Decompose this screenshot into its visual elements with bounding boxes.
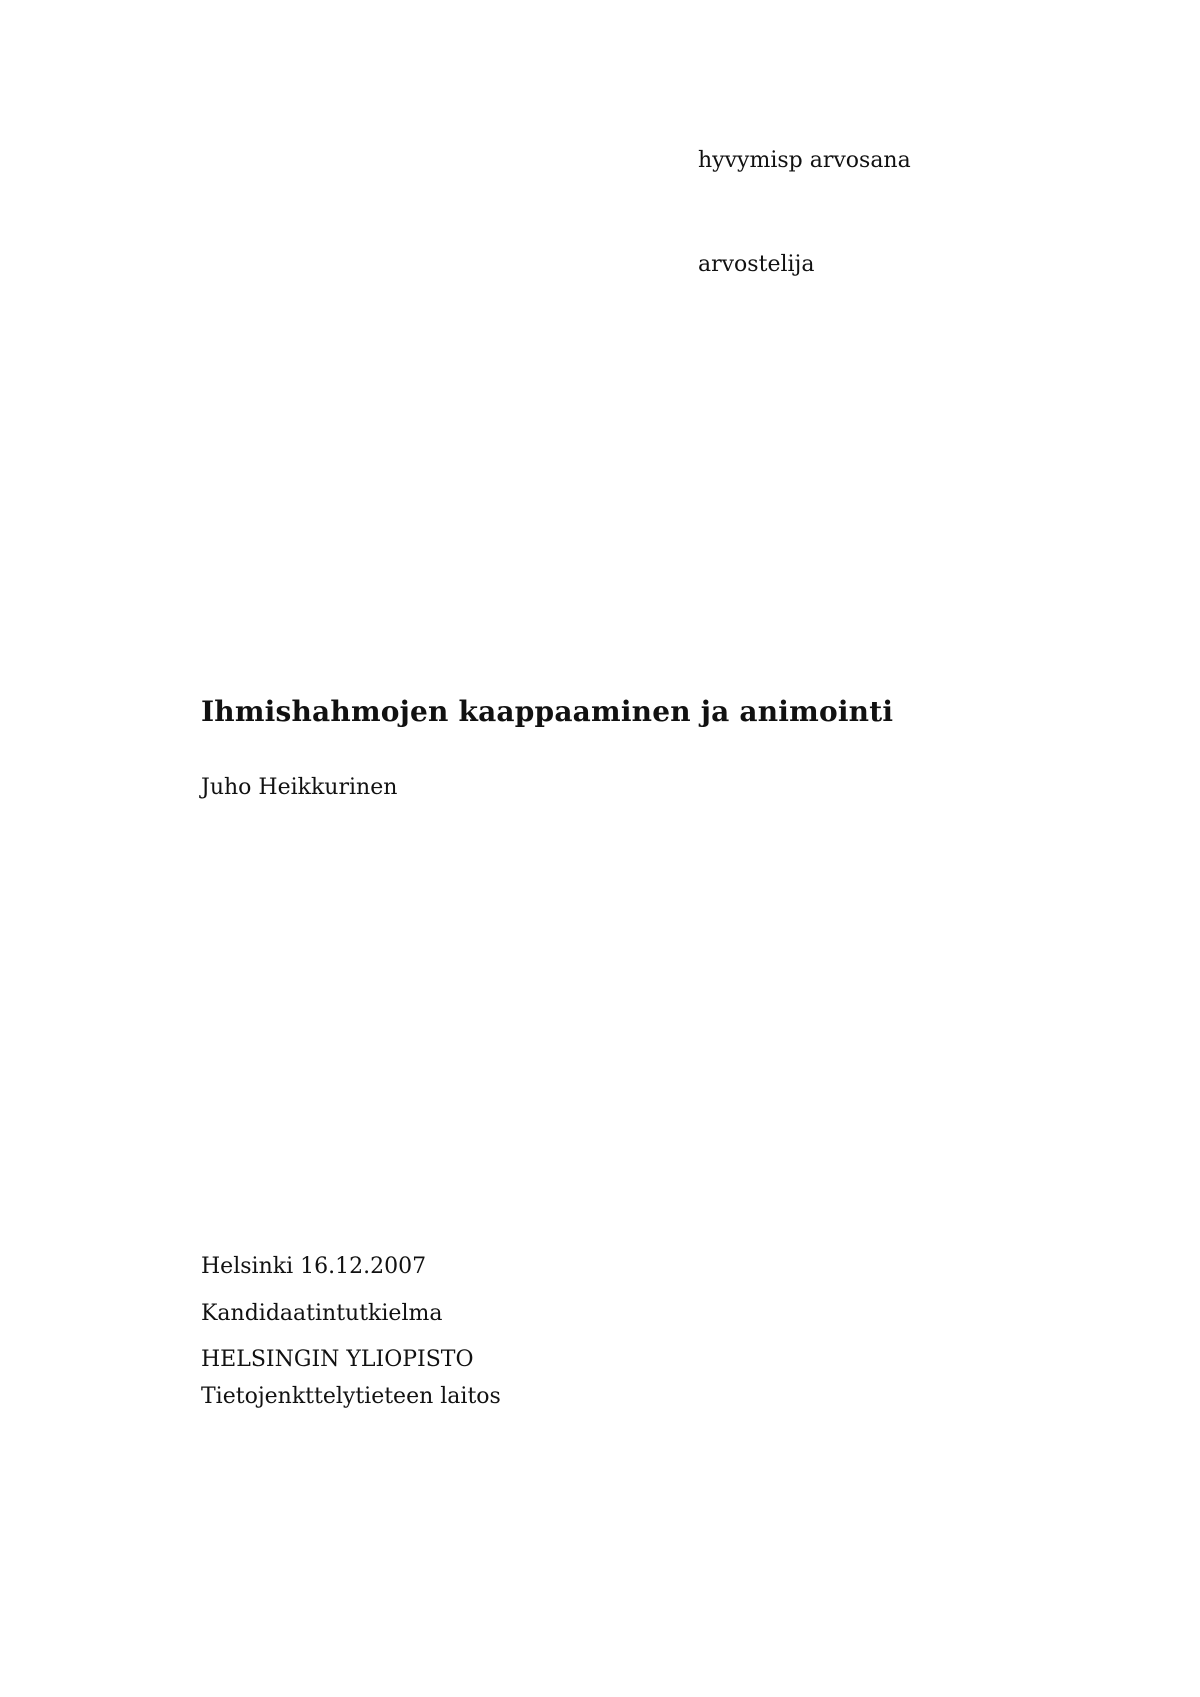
reviewer-label: arvostelija <box>698 252 815 277</box>
grade-label: hyvymisp arvosana <box>698 148 911 173</box>
author-name: Juho Heikkurinen <box>201 775 398 800</box>
place-date: Helsinki 16.12.2007 <box>201 1254 427 1279</box>
thesis-type: Kandidaatintutkielma <box>201 1301 443 1326</box>
university-name: HELSINGIN YLIOPISTO <box>201 1347 474 1372</box>
department-name: Tietojenkttelytieteen laitos <box>201 1384 501 1409</box>
thesis-title: Ihmishahmojen kaappaaminen ja animointi <box>201 695 894 728</box>
